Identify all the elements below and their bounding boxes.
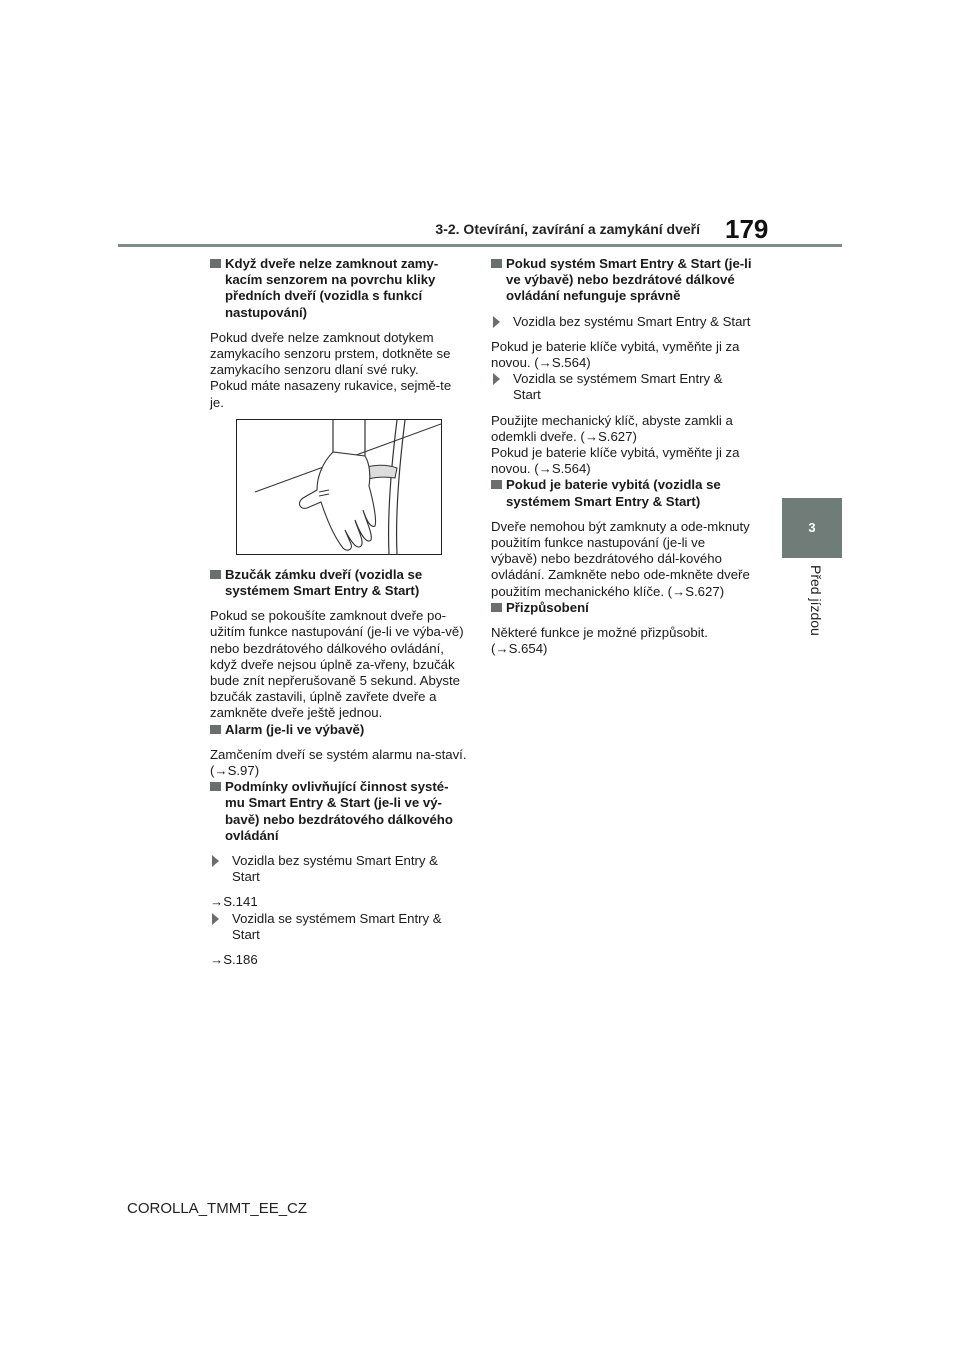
bullet-text: Vozidla se systémem Smart Entry & Start: [232, 910, 442, 942]
square-bullet-icon: [491, 480, 502, 489]
heading-text: Bzučák zámku dveří (vozidla se systémem Smart Entry & Start): [225, 566, 423, 599]
left-column: [210, 256, 468, 968]
chapter-tab: 3: [782, 498, 842, 558]
paragraph: Pokud máte nasazeny rukavice, sejmě-te je.: [210, 378, 452, 410]
paragraph: Pokud je baterie klíče vybitá, vyměňte ji za novou. (→S.564): [491, 445, 740, 477]
triangle-bullet-item: [491, 314, 753, 330]
heading-text: Pokud systém Smart Entry & Start (je-li ve výbavě) nebo bezdrátové dálkové ovládání nefunguje správně: [506, 256, 752, 304]
hand-on-door-handle-illustration: [236, 419, 442, 555]
bullet-text: Vozidla bez systému Smart Entry & Start: [232, 853, 438, 885]
paragraph: Některé funkce je možné přizpůsobit. (→S.654): [491, 625, 708, 657]
triangle-bullet-item: [210, 911, 468, 943]
illustration-drawing: [237, 420, 441, 554]
heading-text: Když dveře nelze zamknout zamy-kacím senzorem na povrchu kliky předních dveří (vozidla s funkcí nastupování): [225, 256, 439, 320]
section-heading: [491, 477, 753, 509]
square-bullet-icon: [491, 603, 502, 612]
square-bullet-icon: [210, 725, 221, 734]
heading-text: Pokud je baterie vybitá (vozidla se systémem Smart Entry & Start): [506, 477, 721, 509]
section-heading: [210, 779, 468, 844]
heading-text: Přizpůsobení: [506, 599, 589, 615]
section-heading: [491, 256, 753, 305]
square-bullet-icon: [210, 259, 221, 268]
page-reference: →S.186: [210, 952, 258, 968]
section-heading: [210, 567, 468, 599]
paragraph: Pokud se pokoušíte zamknout dveře po-užitím funkce nastupování (je-li ve výba-vě) nebo bezdrátového dálkového ovládání, když dveře nejsou úplně za-vřeny, bzučák bude znít nepřerušovaně 5 sekund. Abyste bzučák zastavili, úplně zavřete dveře a zamkněte dveře ještě jednou.: [210, 608, 464, 721]
paragraph: Zamčením dveří se systém alarmu na-staví. (→S.97): [210, 746, 467, 779]
triangle-bullet-item: [210, 853, 468, 885]
bullet-text: Vozidla se systémem Smart Entry & Start: [513, 371, 723, 403]
triangle-bullet-icon: [212, 913, 226, 925]
section-heading: [491, 600, 753, 616]
document-code: COROLLA_TMMT_EE_CZ: [127, 1200, 308, 1217]
section-heading: [210, 722, 468, 738]
triangle-bullet-icon: [493, 316, 507, 328]
section-heading: [210, 256, 468, 321]
right-column: [491, 256, 753, 657]
paragraph: Pokud dveře nelze zamknout dotykem zamykacího senzoru prstem, dotkněte se zamykacího senzoru dlaní své ruky.: [210, 329, 451, 378]
paragraph: Dveře nemohou být zamknuty a ode-mknuty použitím funkce nastupování (je-li ve výbavě) nebo bezdrátového dál-kového ovládání. Zamkněte nebo ode-mkněte dveře použitím mechanického klíče. (→S.627): [491, 518, 750, 599]
triangle-bullet-icon: [212, 855, 226, 867]
square-bullet-icon: [210, 570, 221, 579]
paragraph: Pokud je baterie klíče vybitá, vyměňte ji za novou. (→S.564): [491, 338, 740, 371]
square-bullet-icon: [210, 782, 221, 791]
header-divider: [118, 244, 842, 247]
bullet-text: Vozidla bez systému Smart Entry & Start: [513, 313, 751, 329]
paragraph: Použijte mechanický klíč, abyste zamkli a odemkli dveře. (→S.627): [491, 412, 733, 444]
triangle-bullet-item: [491, 371, 753, 403]
heading-text: Alarm (je-li ve výbavě): [225, 721, 365, 737]
square-bullet-icon: [491, 259, 502, 268]
section-title: 3-2. Otevírání, zavírání a zamykání dveří: [435, 221, 700, 237]
heading-text: Podmínky ovlivňující činnost systé-mu Smart Entry & Start (je-li ve vý-bavě) nebo bezdrátového dálkového ovládání: [225, 779, 453, 843]
page-number: 179: [725, 214, 769, 244]
chapter-label: Před jízdou: [808, 565, 824, 636]
page-reference: →S.141: [210, 894, 258, 910]
triangle-bullet-icon: [493, 373, 507, 385]
